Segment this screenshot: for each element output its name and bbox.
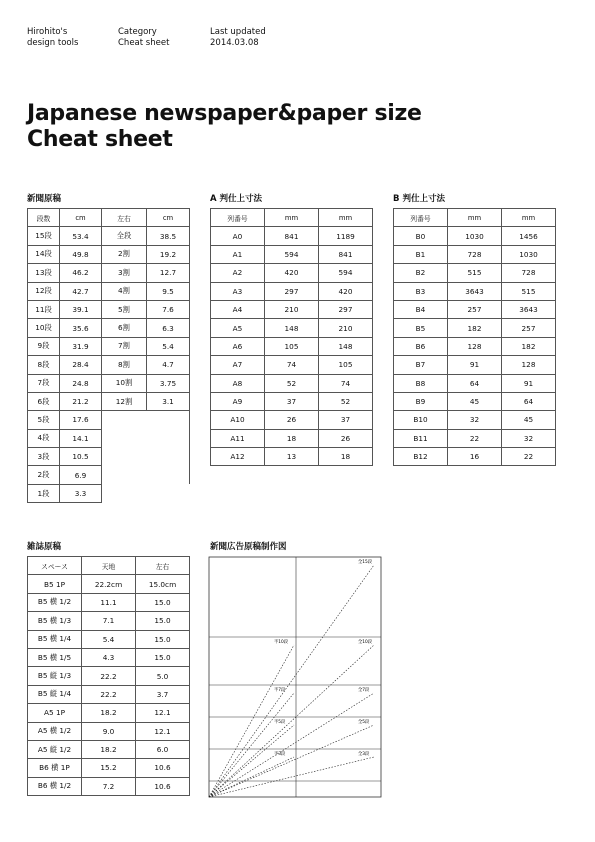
header-author [27,27,78,49]
table-row [28,429,190,447]
column-header: cm [147,209,190,227]
table-row [394,448,556,466]
table-cell: 12.1 [136,704,190,722]
table-cell: 18 [265,429,319,447]
a-series-table [210,208,373,466]
table-cell: 15.0cm [136,575,190,593]
table-cell: 10段 [28,319,60,337]
table-row [28,227,190,245]
table-cell: 148 [265,319,319,337]
table-row [28,411,190,429]
table-cell: 1456 [502,227,556,245]
table-cell: 18.2 [82,704,136,722]
table-cell: 1段 [28,484,60,502]
table-cell: 1030 [502,245,556,263]
diagram-label: 半10段 [274,640,289,645]
table-cell: 5.4 [82,630,136,648]
table-cell: A9 [211,392,265,410]
magazine-section-title: 雑誌原稿 [27,542,62,552]
table-cell: 49.8 [60,245,102,263]
diagram-diagonal [209,693,374,797]
table-cell: 15.0 [136,648,190,666]
table-row [394,319,556,337]
table-cell: 17.6 [60,411,102,429]
table-cell [102,466,147,484]
table-row [394,264,556,282]
table-row [28,648,190,666]
table-row [28,264,190,282]
table-cell: 105 [319,356,373,374]
table-cell: B6 [394,337,448,355]
table-cell [147,411,190,429]
table-row [211,356,373,374]
diagram-section-title: 新聞広告原稿制作図 [210,542,287,552]
table-cell: 91 [448,356,502,374]
table-row [394,300,556,318]
table-cell: 2割 [102,245,147,263]
table-cell: A5 [211,319,265,337]
table-cell: 42.7 [60,282,102,300]
table-cell: A5 1P [28,704,82,722]
table-cell: 297 [319,300,373,318]
table-cell: 3643 [502,300,556,318]
diagram-label: 全3段 [358,752,370,757]
table-row [28,282,190,300]
table-cell: 15.0 [136,630,190,648]
table-cell: 26 [265,411,319,429]
table-cell: 37 [319,411,373,429]
table-row [394,429,556,447]
table-cell: 2段 [28,466,60,484]
ad-layout-diagram [208,556,382,798]
table-row [28,374,190,392]
diagram-label: 全10段 [358,640,373,645]
table-cell: B5 横 1/4 [28,630,82,648]
table-cell: 128 [448,337,502,355]
table-cell: 13段 [28,264,60,282]
table-row [211,227,373,245]
table-row [394,356,556,374]
table-cell: 182 [502,337,556,355]
table-cell: 728 [448,245,502,263]
table-row [211,245,373,263]
page-title [27,101,422,153]
table-cell: 22 [448,429,502,447]
table-cell: 148 [319,337,373,355]
column-header: 列番号 [211,209,265,227]
table-row [394,411,556,429]
diagram-diagonal [209,645,374,797]
table-cell: 38.5 [147,227,190,245]
table-cell: B12 [394,448,448,466]
table-cell: B2 [394,264,448,282]
table-cell: A5 横 1/2 [28,722,82,740]
column-header: 段数 [28,209,60,227]
table-cell: 64 [448,374,502,392]
table-cell: A3 [211,282,265,300]
table-cell: 10.6 [136,777,190,795]
table-cell: 21.2 [60,392,102,410]
column-header: 列番号 [394,209,448,227]
table-cell: 4割 [102,282,147,300]
page-title-line: Japanese newspaper&paper size [27,101,422,126]
table-cell: 3.75 [147,374,190,392]
table-header-row [211,209,373,227]
diagram-label: 全5段 [358,720,370,725]
table-cell: 26 [319,429,373,447]
table-cell: B5 縦 1/3 [28,667,82,685]
table-cell: 74 [319,374,373,392]
diagram-diagonal [209,757,294,797]
table-row [28,612,190,630]
table-cell: 5割 [102,300,147,318]
table-cell: A7 [211,356,265,374]
column-header: mm [448,209,502,227]
table-cell: 5.4 [147,337,190,355]
table-cell: 9.0 [82,722,136,740]
table-row [394,245,556,263]
table-cell: 1030 [448,227,502,245]
table-cell: 24.8 [60,374,102,392]
table-row [211,448,373,466]
table-cell: 6.3 [147,319,190,337]
table-cell: 11段 [28,300,60,318]
table-cell: 210 [265,300,319,318]
table-cell: B5 縦 1/4 [28,685,82,703]
table-row [28,484,190,502]
diagram-diagonal [209,725,374,797]
table-cell: B0 [394,227,448,245]
table-cell: 12.7 [147,264,190,282]
table-cell: 6.0 [136,740,190,758]
table-cell: 3.3 [60,484,102,502]
table-cell: 3段 [28,448,60,466]
table-cell: 9.5 [147,282,190,300]
table-cell [147,484,190,502]
table-cell: A11 [211,429,265,447]
table-cell: B5 横 1/2 [28,593,82,611]
header-category [118,27,169,49]
table-cell [102,484,147,502]
table-cell: 10割 [102,374,147,392]
table-cell: 11.1 [82,593,136,611]
table-cell: 15.0 [136,612,190,630]
table-cell: 15段 [28,227,60,245]
table-cell: 10.6 [136,759,190,777]
column-header: 天地 [82,557,136,575]
table-cell: 3.1 [147,392,190,410]
table-cell: 12.1 [136,722,190,740]
table-cell: B5 1P [28,575,82,593]
table-cell: B9 [394,392,448,410]
table-cell: 22.2cm [82,575,136,593]
table-row [211,282,373,300]
table-header-row [28,557,190,575]
table-cell: 594 [265,245,319,263]
table-cell: B11 [394,429,448,447]
table-cell: B10 [394,411,448,429]
table-cell: A6 [211,337,265,355]
table-cell: 182 [448,319,502,337]
table-cell: 8段 [28,356,60,374]
table-cell: 515 [502,282,556,300]
diagram-diagonal [209,757,374,797]
table-cell: 6割 [102,319,147,337]
table-cell: B5 横 1/3 [28,612,82,630]
table-cell: 15.2 [82,759,136,777]
table-row [28,722,190,740]
table-cell: 4.7 [147,356,190,374]
table-row [211,392,373,410]
table-cell: B6 横 1P [28,759,82,777]
ad-layout-diagram-svg [208,556,382,798]
header-author-line: Hirohito's [27,27,68,37]
header-category-value: Cheat sheet [118,38,170,48]
table-cell: 13 [265,448,319,466]
table-row [28,300,190,318]
a-series-section-title: A 判仕上寸法 [210,194,263,204]
table-cell: 515 [448,264,502,282]
table-cell: 6段 [28,392,60,410]
table-cell: 3643 [448,282,502,300]
table-cell: B1 [394,245,448,263]
table-row [28,704,190,722]
table-row [211,337,373,355]
table-cell: 14段 [28,245,60,263]
diagram-label: 全7段 [358,688,370,693]
table-cell: 39.1 [60,300,102,318]
table-row [28,759,190,777]
table-cell: 728 [502,264,556,282]
header-updated [210,27,266,49]
table-cell: 18.2 [82,740,136,758]
table-cell: 5段 [28,411,60,429]
table-cell: 841 [319,245,373,263]
diagram-label: 半5段 [274,720,286,725]
column-header: mm [319,209,373,227]
magazine-table [27,556,190,796]
table-cell: A4 [211,300,265,318]
table-cell: 7.2 [82,777,136,795]
table-cell: 45 [448,392,502,410]
table-row [28,575,190,593]
header-author-line: design tools [27,38,79,48]
table-cell: 12段 [28,282,60,300]
table-cell: 257 [502,319,556,337]
table-cell: 22.2 [82,685,136,703]
table-cell: B8 [394,374,448,392]
table-cell: 420 [319,282,373,300]
table-cell [147,466,190,484]
table-cell: 7.1 [82,612,136,630]
table-cell: 7割 [102,337,147,355]
table-cell: 19.2 [147,245,190,263]
table-row [28,356,190,374]
column-header: mm [502,209,556,227]
column-header: 左右 [136,557,190,575]
table-row [394,227,556,245]
table-row [28,630,190,648]
table-cell: 7段 [28,374,60,392]
header-category-label: Category [118,27,157,37]
table-cell: 32 [502,429,556,447]
table-cell: 18 [319,448,373,466]
table-row [28,245,190,263]
newspaper-section-title: 新聞原稿 [27,194,62,204]
table-cell: 37 [265,392,319,410]
table-cell: 10.5 [60,448,102,466]
diagram-label: 半7段 [274,688,286,693]
table-cell: B7 [394,356,448,374]
table-cell: 210 [319,319,373,337]
table-cell [147,429,190,447]
table-cell: 1189 [319,227,373,245]
table-cell: 7.6 [147,300,190,318]
table-cell: B3 [394,282,448,300]
table-cell: 32 [448,411,502,429]
table-row [28,740,190,758]
table-cell: 5.0 [136,667,190,685]
table-row [211,264,373,282]
table-cell: 52 [319,392,373,410]
header-updated-value: 2014.03.08 [210,38,259,48]
table-cell: 4段 [28,429,60,447]
table-cell: 841 [265,227,319,245]
table-cell: 53.4 [60,227,102,245]
table-cell: 420 [265,264,319,282]
diagram-label: 半3段 [274,752,286,757]
table-row [28,685,190,703]
table-cell: A10 [211,411,265,429]
table-cell: 全段 [102,227,147,245]
table-row [394,374,556,392]
table-row [394,282,556,300]
b-series-table [393,208,556,466]
table-cell: B6 横 1/2 [28,777,82,795]
table-row [211,411,373,429]
diagram-diagonal [209,693,294,797]
column-header: 左右 [102,209,147,227]
table-cell: 12割 [102,392,147,410]
diagram-diagonal [209,725,294,797]
table-cell: A1 [211,245,265,263]
diagram-frame [209,557,381,797]
column-header: cm [60,209,102,227]
table-cell: B4 [394,300,448,318]
table-cell: 105 [265,337,319,355]
table-cell: 15.0 [136,593,190,611]
table-cell: 8割 [102,356,147,374]
table-cell: 91 [502,374,556,392]
table-cell: 594 [319,264,373,282]
header-updated-label: Last updated [210,27,266,37]
table-cell: 128 [502,356,556,374]
table-cell: 28.4 [60,356,102,374]
page-title-line: Cheat sheet [27,127,173,152]
table-cell: A2 [211,264,265,282]
table-cell: A5 縦 1/2 [28,740,82,758]
table-row [28,777,190,795]
table-header-row [394,209,556,227]
table-row [394,337,556,355]
table-cell: 4.3 [82,648,136,666]
table-cell: 64 [502,392,556,410]
column-header: mm [265,209,319,227]
table-cell: 16 [448,448,502,466]
table-cell: 22 [502,448,556,466]
diagram-label: 全15段 [358,560,373,565]
table-cell [147,448,190,466]
table-row [28,667,190,685]
table-row [394,392,556,410]
table-cell: B5 横 1/5 [28,648,82,666]
table-row [28,448,190,466]
table-cell: 35.6 [60,319,102,337]
column-header: スペース [28,557,82,575]
table-cell: B5 [394,319,448,337]
table-row [211,374,373,392]
table-cell: 297 [265,282,319,300]
table-cell: 22.2 [82,667,136,685]
table-cell: 257 [448,300,502,318]
table-cell: 74 [265,356,319,374]
table-row [211,319,373,337]
table-row [28,392,190,410]
table-cell: 52 [265,374,319,392]
table-row [211,300,373,318]
table-cell [102,429,147,447]
table-row [211,429,373,447]
table-cell: 3.7 [136,685,190,703]
table-cell: 45 [502,411,556,429]
table-row [28,593,190,611]
newspaper-table [27,208,190,503]
table-row [28,319,190,337]
table-cell: A8 [211,374,265,392]
table-cell [102,411,147,429]
table-row [28,337,190,355]
table-header-row [28,209,190,227]
table-cell: 3割 [102,264,147,282]
diagram-diagonal [209,565,374,797]
table-cell: A0 [211,227,265,245]
table-cell: 6.9 [60,466,102,484]
b-series-section-title: B 判仕上寸法 [393,194,445,204]
table-cell: 31.9 [60,337,102,355]
table-cell: 46.2 [60,264,102,282]
table-cell: 9段 [28,337,60,355]
table-cell: 14.1 [60,429,102,447]
table-cell [102,448,147,466]
table-row [28,466,190,484]
table-cell: A12 [211,448,265,466]
